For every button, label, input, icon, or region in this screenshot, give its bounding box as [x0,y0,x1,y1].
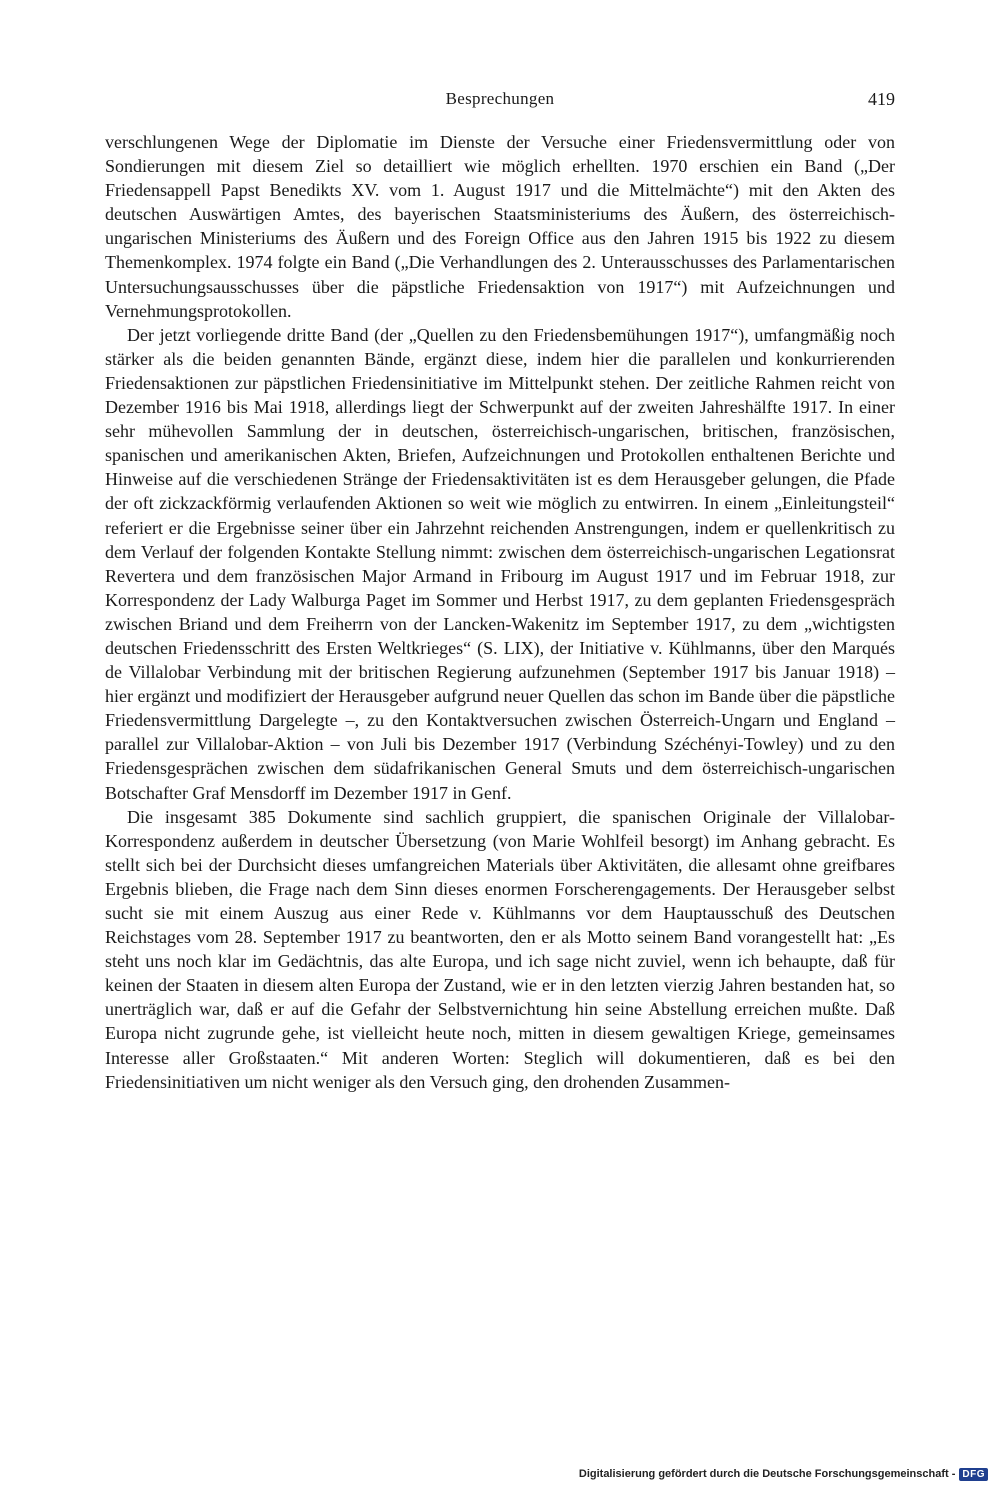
running-title: Besprechungen [445,89,555,108]
paragraph-2: Der jetzt vorliegende dritte Band (der „Quellen zu den Friedensbemühungen 1917“), umfangmäßig noch stärker als die beiden genannten Bände, ergänzt diese, indem hier die parallelen und konkurrierenden Friedensaktionen zur päpstlichen Friedensinitiative im Mittelpunkt stehen. Der zeitliche Rahmen reicht von Dezember 1916 bis Mai 1918, allerdings liegt der Schwerpunkt auf der zweiten Jahreshälfte 1917. In einer sehr mühevollen Sammlung der in deutschen, österreichisch-ungarischen, britischen, französischen, spanischen und amerikanischen Akten, Briefen, Aufzeichnungen und Protokollen enthaltenen Berichte und Hinweise auf die verschiedenen Stränge der Friedensaktivitäten ist es dem Herausgeber gelungen, die Pfade der oft zickzackförmig verlaufenden Aktionen so weit wie möglich zu entwirren. In einem „Einleitungsteil“ referiert er die Ergebnisse seiner über ein Jahrzehnt reichenden Anstrengungen, indem er quellenkritisch zu dem Verlauf der folgenden Kontakte Stellung nimmt: zwischen dem österreichisch-ungarischen Legationsrat Revertera und dem französischen Major Armand in Fribourg im August 1917 und im Februar 1918, zur Korrespondenz der Lady Walburga Paget im Sommer und Herbst 1917, zu dem geplanten Friedensgespräch zwischen Briand und dem Freiherrn von der Lancken-Wakenitz im September 1917, zu dem „wichtigsten deutschen Friedensschritt des Ersten Weltkrieges“ (S. LIX), der Initiative v. Kühlmanns, über den Marqués de Villalobar Verbindung mit der britischen Regierung aufzunehmen (September 1917 bis Januar 1918) – hier ergänzt und modifiziert der Herausgeber aufgrund neuer Quellen das schon im Bande über die päpstliche Friedensvermittlung Dargelegte –, zu den Kontaktversuchen zwischen Österreich-Ungarn und England – parallel zur Villalobar-Aktion – von Juli bis Dezember 1917 (Verbindung Széchényi-Towley) und zu den Friedensgesprächen zwischen dem südafrikanischen General Smuts und dem österreichisch-ungarischen Botschafter Graf Mensdorff im Dezember 1917 in Genf. [105,324,895,803]
paragraph-3: Die insgesamt 385 Dokumente sind sachlich gruppiert, die spanischen Originale der Villalobar-Korrespondenz außerdem in deutscher Übersetzung (von Marie Wohlfeil besorgt) im Anhang gebracht. Es stellt sich bei der Durchsicht dieses umfangreichen Materials über Aktivitäten, die allesamt ohne greifbares Ergebnis blieben, die Frage nach dem Sinn dieses enormen Forscherengagements. Der Herausgeber selbst sucht sie mit einem Auszug aus einer Rede v. Kühlmanns vor dem Hauptausschuß des Deutschen Reichstages vom 28. September 1917 zu beantworten, den er als Motto seinem Band vorangestellt hat: „Es steht uns noch klar im Gedächtnis, das alte Europa, und ich sage nicht zuviel, wenn ich behaupte, daß für keinen der Staaten in diesem alten Europa der Zustand, wie er in den letzten vierzig Jahren bestanden hat, so unerträglich war, daß er auf die Gefahr der Selbstvernichtung hin seine Abstellung erreichen mußte. Daß Europa nicht zugrunde gehe, ist vielleicht heute noch, mitten in diesem gewaltigen Kriege, gemeinsames Interesse aller Großstaaten.“ Mit anderen Worten: Steglich will dokumentieren, daß es bei den Friedensinitiativen um nicht weniger als den Versuch ging, den drohenden Zusammen- [105,806,895,1092]
running-header [105,86,895,112]
page-number: 419 [868,89,895,109]
digitization-credit [579,1464,988,1484]
dfg-logo-icon: DFG [959,1468,988,1481]
body-text [105,130,895,1094]
paragraph-1: verschlungenen Wege der Diplomatie im Dienste der Versuche einer Friedensvermittlung oder von Sondierungen mit diesem Ziel so detailliert wie möglich erhellten. 1970 erschien ein Band („Der Friedensappell Papst Benedikts XV. vom 1. August 1917 und die Mittelmächte“) mit den Akten des deutschen Auswärtigen Amtes, des bayerischen Staatsministeriums des Äußern, des österreichisch-ungarischen Ministeriums des Äußern und des Foreign Office aus den Jahren 1915 bis 1922 zu diesem Themenkomplex. 1974 folgte ein Band („Die Verhandlungen des 2. Unterausschusses des Parlamentarischen Untersuchungsausschusses über die päpstliche Friedensaktion von 1917“) mit Aufzeichnungen und Vernehmungsprotokollen. [105,132,895,321]
credit-text: Digitalisierung gefördert durch die Deutsche Forschungsgemeinschaft - [578,1468,956,1480]
